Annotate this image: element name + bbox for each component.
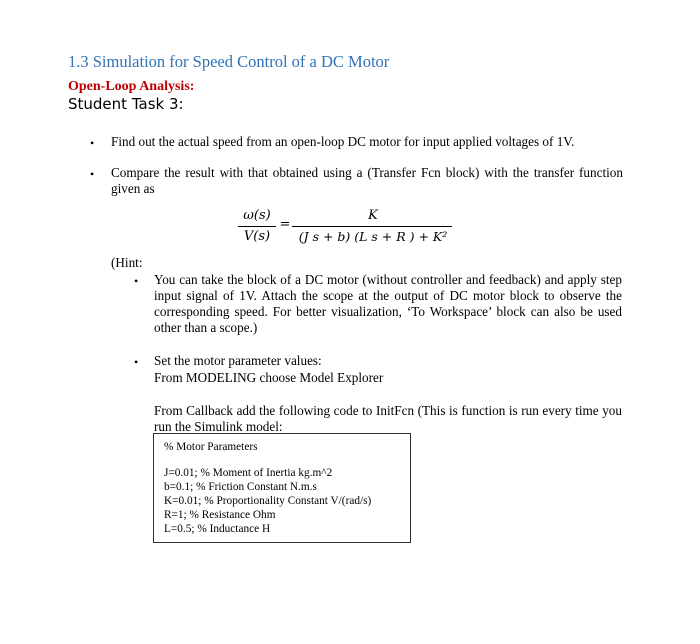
- hint-item: You can take the block of a DC motor (without controller and feedback) and apply step input signal of 1V. Attach the scope at the output of DC motor block to observe the corresponding speed. For better visualization, ‘To Workspace’ block can also be used other than a scope.): [154, 272, 622, 335]
- bullet-icon: •: [90, 136, 95, 150]
- callback-instruction: From Callback add the following code to InitFcn (This is function is run every time you run the Simulink model:: [154, 403, 622, 434]
- bullet-icon: •: [90, 167, 95, 181]
- list-item: Compare the result with that obtained using a (Transfer Fcn block) with the transfer function given as: [111, 165, 623, 196]
- equation-rhs-numerator: K: [368, 208, 378, 223]
- section-heading: 1.3 Simulation for Speed Control of a DC Motor: [68, 52, 390, 71]
- code-line: L=0.5; % Inductance H: [164, 523, 271, 535]
- list-item: Find out the actual speed from an open-loop DC motor for input applied voltages of 1V.: [111, 134, 575, 149]
- code-line: R=1; % Resistance Ohm: [164, 509, 276, 521]
- hint-item: Set the motor parameter values:: [154, 353, 322, 368]
- equation-lhs-denominator: V(s): [243, 229, 271, 244]
- fraction-bar: [292, 226, 452, 227]
- bullet-icon: •: [134, 355, 139, 369]
- code-header: % Motor Parameters: [164, 441, 258, 453]
- model-explorer-line: From MODELING choose Model Explorer: [154, 370, 384, 385]
- equation-lhs-numerator: ω(s): [243, 208, 271, 223]
- subheading: Open-Loop Analysis:: [68, 79, 195, 94]
- fraction-bar: [238, 226, 276, 227]
- hint-label: (Hint:: [111, 255, 143, 270]
- equals-sign: =: [279, 217, 291, 232]
- equation-rhs-denominator: (J s + b) (L s + R ) + K²: [298, 229, 448, 244]
- code-line: b=0.1; % Friction Constant N.m.s: [164, 481, 317, 493]
- task-title: Student Task 3:: [68, 95, 184, 113]
- code-line: K=0.01; % Proportionality Constant V/(rad/s): [164, 495, 372, 507]
- bullet-icon: •: [134, 274, 139, 288]
- code-line: J=0.01; % Moment of Inertia kg.m^2: [164, 467, 333, 479]
- code-block: [153, 433, 411, 543]
